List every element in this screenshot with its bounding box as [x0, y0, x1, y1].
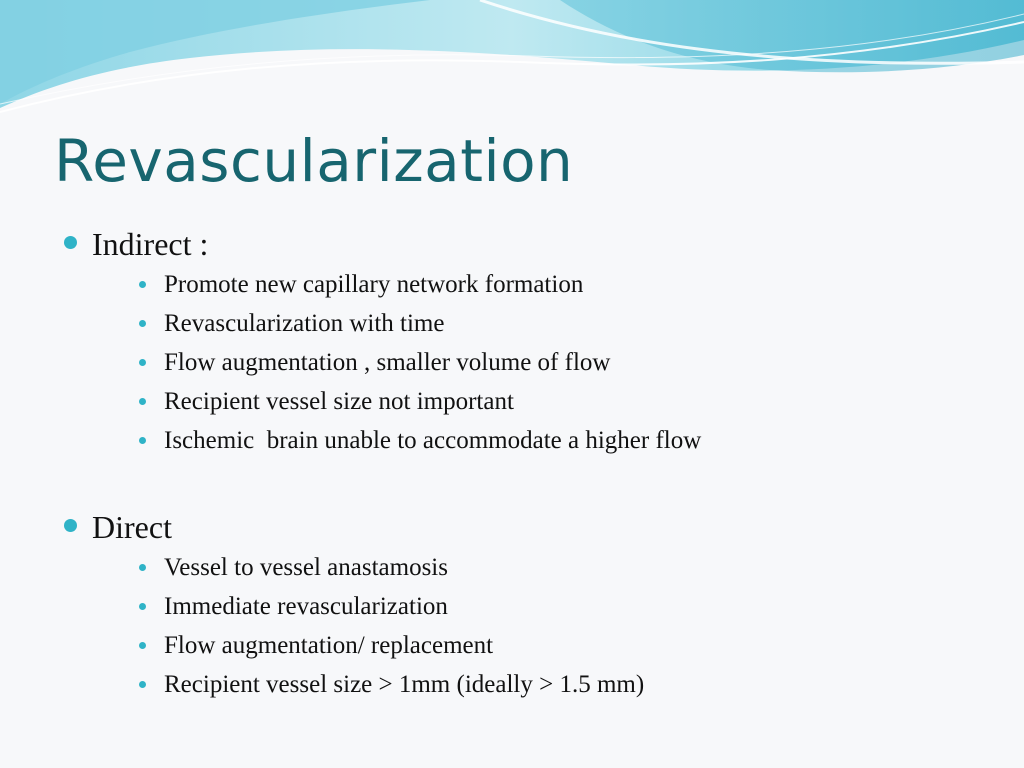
- list-item: [0, 427, 1024, 466]
- bullet-dot-icon: [139, 603, 146, 610]
- list-item: [0, 310, 1024, 349]
- section-heading: Indirect :: [92, 226, 209, 262]
- list-item: [0, 593, 1024, 632]
- list-item-text: Immediate revascularization: [164, 593, 448, 620]
- list-item: [0, 349, 1024, 388]
- bullet-dot-icon: [139, 398, 146, 405]
- slide-title: Revascularization: [54, 127, 574, 195]
- bullet-dot-icon: [139, 437, 146, 444]
- list-item-text: Revascularization with time: [164, 310, 445, 337]
- list-item: [0, 388, 1024, 427]
- list-item-text: Promote new capillary network formation: [164, 271, 584, 298]
- list-item: [0, 271, 1024, 310]
- bullet-dot-icon: [139, 564, 146, 571]
- bullet-dot-icon: [64, 519, 77, 532]
- list-item-text: Recipient vessel size > 1mm (ideally > 1.5 mm): [164, 671, 645, 698]
- list-item: [0, 632, 1024, 671]
- list-item-text: Ischemic brain unable to accommodate a higher flow: [164, 427, 702, 454]
- list-item-text: Flow augmentation/ replacement: [164, 632, 494, 659]
- bullet-dot-icon: [139, 320, 146, 327]
- bullet-dot-icon: [139, 281, 146, 288]
- list-item: [0, 671, 1024, 710]
- list-item-text: Recipient vessel size not important: [164, 388, 514, 415]
- section-heading: Direct: [92, 509, 172, 545]
- section-direct: [0, 510, 1024, 710]
- list-item-text: Vessel to vessel anastamosis: [164, 554, 448, 581]
- level1-bullet: [0, 510, 1024, 554]
- list-item-text: Flow augmentation , smaller volume of flow: [164, 349, 611, 376]
- level1-bullet: [0, 227, 1024, 271]
- section-indirect: [0, 227, 1024, 466]
- bullet-dot-icon: [64, 236, 77, 249]
- bullet-dot-icon: [139, 642, 146, 649]
- bullet-dot-icon: [139, 359, 146, 366]
- list-item: [0, 554, 1024, 593]
- bullet-dot-icon: [139, 681, 146, 688]
